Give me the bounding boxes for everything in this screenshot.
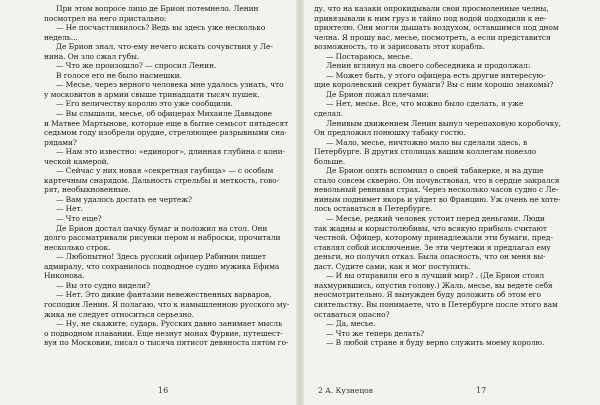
text-line: рят, необыкновенные. [44,185,131,195]
left-page [44,4,290,376]
text-line: Он предложил понюшку табаку гостю. [314,128,466,138]
text-line: недель... [44,32,78,42]
text-line: картечным снарядом. Дальность стрельбы и меткость, гово- [44,175,280,185]
text-line: — Месье, редкий человек устоит перед деньгами. Люди [326,214,545,224]
text-line: возможность, то и зарисовать этот корабль. [314,42,486,52]
text-line: — Нет. [56,204,83,214]
text-line: — Нет, месье. Все, что можно было сделать, я уже [326,99,524,109]
text-line: — Нет. Это дикие фантазии невежественных варваров, [56,290,272,300]
text-line: Де Брион пожал плечами: [326,89,429,99]
text-line: — Что же произошло? — спросил Ленин. [56,61,217,71]
text-line: неосмотрительно. Я вынужден буду доложить об этом его [314,290,541,300]
text-line: — Может быть, у этого офицера есть другие интересую- [326,70,546,80]
text-line: привязывали к ним груз и тайно под водой подходили к не- [314,13,547,23]
running-head: 2 А. Кузнецов [318,386,373,395]
text-line: — Вы это судно видели? [56,280,150,290]
text-line: В голосе его не было насмешки. [56,70,182,80]
left-page-number: 16 [158,386,169,395]
text-line: — Ну, не скажите, сударь. Русских давно занимает мысль [56,319,283,329]
text-line: Ленивым движением Ленин вынул черепаховую коробочку, [326,118,561,128]
text-line: Ленин вглянул на своего собеседника и продолжал: [326,61,531,71]
text-line: даст. Судите сами, как я мог поступить. [314,261,471,271]
text-line: посмотрел на него пристально: [44,13,167,23]
text-line: Де Брион достал пачку бумаг и положил на стол. Они [56,223,268,233]
text-line: — Что же теперь делать? [326,328,424,338]
text-line: жика не следует относиться серьезно. [44,309,194,319]
text-line: — Месье, через верного человека мне удалось узнать, что [56,80,284,90]
text-line: сделал. [314,109,343,119]
text-line: — Нам это известно: «единорог», длинная глубина с кони- [56,147,285,157]
text-line: невольный ревнивая страх. Через несколько часов судно с Ле- [314,185,559,195]
text-line: стало совсем скверно. Он почувствовал, что в сердце закрался [314,175,560,185]
text-line: приятелю. Они могли дышать воздухом, оставшимся под дном [314,23,559,33]
text-line: Де Брион знал, что-ему нечего искать сочувствия у Ле- [56,42,273,52]
text-line: лось оставаться в Петербурге. [314,204,433,214]
text-line: — Постараюсь, месье. [326,51,412,61]
text-line: При этом вопросе лицо де Брион потемнело. Ленин [56,4,259,13]
text-line: нина. Он зло сжал губы. [44,51,140,61]
text-line: оставаться опасно? [314,309,390,319]
text-line: ческой камерой. [44,156,109,166]
text-line: — В любой стране я буду верно служить моему королю. [326,338,545,348]
text-line: вуя по Московии, писал о тысяча пятисот девяноста пятом го- [44,338,289,348]
text-line: — Любопытно! Здесь русский офицер Рабинин пишет [56,252,266,262]
text-line: деньги, но получил отказ. Была опасность, что он меня вы- [314,252,546,262]
text-line: больше. [314,156,345,166]
text-line: так жадны и корыстолюбивы, что всякую прибыль считают [314,223,547,233]
text-line: челна. Я прошу вас, месье, посмотреть, а если представится [314,32,551,42]
text-line: — Вам удалось достать ее чертеж? [56,194,192,204]
text-line: — Да, месье. [326,319,376,329]
text-line: щие королевский секрет бумаги? Вы с ним хорошо знакомы? [314,80,554,90]
text-line: долго рассматривали рисунки пером и наброски, прочитали [44,233,281,243]
text-line: Никонова. [44,271,85,281]
text-line: — Сейчас у них новая «секретная гаубица» — с особым [56,166,274,176]
text-line: — И вы отправили его в лучший мир? . (Де Брион стоял [326,271,545,281]
book-gutter [296,0,304,405]
text-line: адмиралу, что сохранилось подводное судно мужика Ефима [44,261,280,271]
right-page [314,4,566,376]
text-line: нахмурившись, опустив голову.) Жаль, месье, вы ведете себя [314,280,553,290]
text-line: ниным поднимет якорь и уйдет во Францию. Уж очень не хоте- [314,194,561,204]
text-line: ставлял собой исключение. Зе эти чертежи я предлагал ему [314,242,551,252]
text-line: у московитов в армии свыше тринадцати тысяч пушек. [44,89,260,99]
text-line: — Не посчастливилось? Ведь вы здесь уже несколько [56,23,266,33]
text-line: господин Ленин. Я полагаю, что к намышленною русского му- [44,299,290,309]
text-line: — Вы слышали, месье, об офицерах Михаиле Давыдове [56,109,272,119]
text-line: и Матвее Мартынове, которые еще в бытие семьсот пятьдесят [44,118,289,128]
text-line: сиятельству. Вы понимаете, что в Петербурге после этого вам [314,299,558,309]
text-line: честной. Офицер, которому принадлежали эти бумаги, пред- [314,233,553,243]
text-line: о подводном плавании. Еще незнут монах Фурвие, путешест- [44,328,283,338]
text-line: седьмом году изобрели орудие, стреляющее разрывными сна- [44,128,287,138]
right-page-number: 17 [476,386,487,395]
text-line: ду, что на казаки опрокидывали свои просмоленные челны, [314,4,549,13]
text-line: — Мало, месье, ничтожно мало вы сделали здесь, в [326,137,528,147]
text-line: — Что еще? [56,214,102,224]
text-line: Петербурге. В других столицах вашим коллегам повезло [314,147,537,157]
text-line: — Его величеству королю это уже сообщили. [56,99,233,109]
text-line: Де Брион опять вспомнил о своей табакерке, и на душе [326,166,544,176]
text-line: несколько строк. [44,242,111,252]
text-line: рядами? [44,137,77,147]
